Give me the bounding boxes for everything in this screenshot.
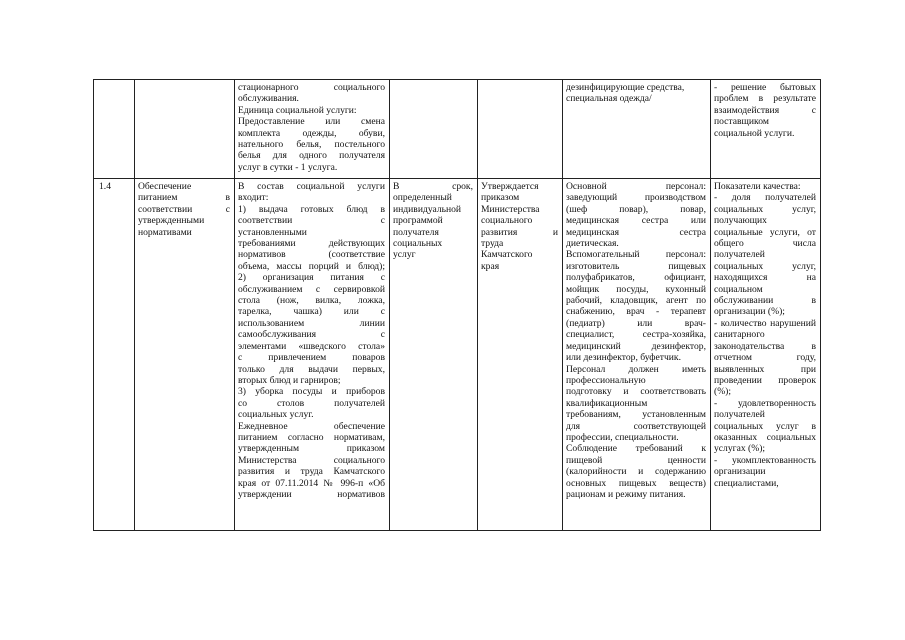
top-conditions: дезинфицирующие средства, специальная одежда/: [566, 82, 685, 105]
row-divider: [93, 178, 821, 179]
service-term: В срок, определенный индивидуальной программой получателя социальных услуг: [393, 181, 473, 261]
service-content: В состав социальной услуги входит: 1) выдача готовых блюд в соответствии с установленными требованиями действующих нормативов (соответствие объема, массы порций и блюд); 2) организация питания с обслуживанием с сервировкой стола (нож, вилка, ложка, тарелка, чашка) или с использованием линии самообслуживания с элементами «шведского стола» с привлечением поваров только для выдачи первых, вторых блюд и гарниров; 3) уборка посуды и приборов со столов получателей социальных услуг. Ежедневное обеспечение питанием согласно нормативам, утвержденным приказом Министерства социального развития и труда Камчатского края от 07.11.2014 № 996-п «Об утверждении нормативов: [238, 181, 385, 500]
col-border-0: [93, 79, 94, 531]
service-name: Обеспечение питанием в соответствии с утвержденными нормативами: [138, 181, 230, 238]
col-border-2: [234, 79, 235, 531]
top-indicators: - решение бытовых проблем в результате взаимодействия с поставщиком социальной услуги.: [714, 82, 816, 139]
col-border-4: [477, 79, 478, 531]
service-conditions: Основной персонал: заведующий производством (шеф повар), повар, медицинская сестра или медицинская сестра диетическая. Вспомогательный персонал: изготовитель пищевых полуфабрикатов, официант, мойщик посуды, кухонный рабочий, кладовщик, агент по снабжению, врач - терапевт (педиатр) или врач- специалист, сестра-хозяйка, медицинский дезинфектор, или дезинфектор, буфетчик. Персонал должен иметь профессиональную подготовку и соответствовать квалификационным требованиям, установленным для соответствующей профессии, специальности. Соблюдение требований к пищевой ценности (калорийности и содержанию основных пищевых веществ) рационам и режиму питания.: [566, 181, 706, 500]
service-tariff: Утверждается приказом Министерства социального развития и труда Камчатского края: [481, 181, 558, 272]
col-border-6: [710, 79, 711, 531]
col-border-3: [389, 79, 390, 531]
col-border-7: [820, 79, 821, 531]
col-border-1: [134, 79, 135, 531]
table-bottom-border: [93, 530, 821, 531]
table-top-border: [93, 79, 821, 80]
col-border-5: [562, 79, 563, 531]
top-service-description: стационарного социального обслуживания. Единица социальной услуги: Предоставление или смена комплекта одежды, обуви, нательного белья, постельного белья для одного получателя услуг в сутки - 1 услуга.: [238, 82, 385, 173]
row-number: 1.4: [99, 181, 111, 192]
service-indicators: Показатели качества: - доля получателей социальных услуг, получающих социальные услуги, от общего числа получателей социальных услуг, находящихся на социальном обслуживании в организации (%); - количество нарушений санитарного законодательства в отчетном году, выявленных при проведении проверок (%); - удовлетворенность получателей социальных услуг в оказанных социальных услугах (%); - укомплектованность организации специалистами,: [714, 181, 816, 489]
